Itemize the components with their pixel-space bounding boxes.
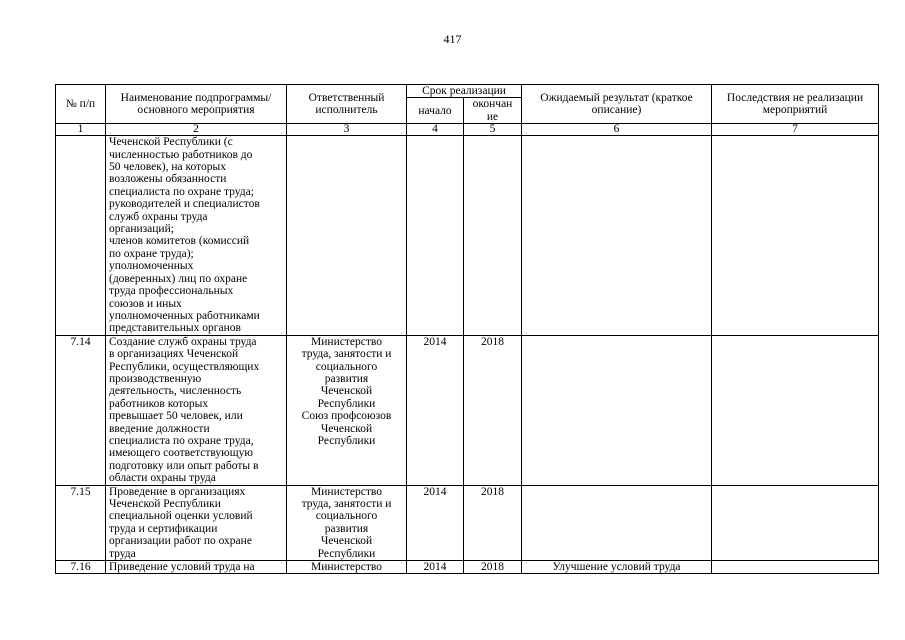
row-start [407, 136, 464, 336]
column-number: 5 [464, 124, 522, 136]
row-number: 7.14 [56, 335, 106, 485]
header-consequences: Последствия не реализации мероприятий [712, 85, 879, 124]
column-number: 4 [407, 124, 464, 136]
row-name: Проведение в организациях Чеченской Республики специальной оценки условий труда и сертификации организации работ по охране труда [106, 485, 287, 560]
header-period: Срок реализации [407, 85, 522, 98]
row-consequences [712, 561, 879, 574]
row-end: 2018 [464, 561, 522, 574]
header-num: № п/п [56, 85, 106, 124]
table-row [56, 335, 879, 485]
row-end [464, 136, 522, 336]
header-name: Наименование подпрограммы/ основного мероприятия [106, 85, 287, 124]
page-number: 417 [443, 32, 462, 46]
row-result [522, 335, 712, 485]
row-end: 2018 [464, 485, 522, 560]
row-number: 7.15 [56, 485, 106, 560]
header-executor: Ответственный исполнитель [287, 85, 407, 124]
row-name: Создание служб охраны труда в организациях Чеченской Республики, осуществляющих производственную деятельность, численность работников которых превышает 50 человек, или введение должности специалиста по охране труда, имеющего соответствующую подготовку или опыт работы в области охраны труда [106, 335, 287, 485]
table-row [56, 561, 879, 574]
row-name: Чеченской Республики (с численностью работников до 50 человек), на которых возложены обязанности специалиста по охране труда; руководителей и специалистов служб охраны труда организаций; членов комитетов (комиссий по охране труда); уполномоченных (доверенных) лиц по охране труда профессиональных союзов и иных уполномоченных работниками представительных органов [106, 136, 287, 336]
column-number: 7 [712, 124, 879, 136]
header-end: окончан ие [464, 98, 522, 124]
row-consequences [712, 136, 879, 336]
table-row [56, 136, 879, 336]
table-header [56, 85, 879, 136]
row-result: Улучшение условий труда [522, 561, 712, 574]
table-row [56, 485, 879, 560]
program-table [55, 84, 879, 574]
row-executor: Министерство [287, 561, 407, 574]
column-number: 6 [522, 124, 712, 136]
header-start: начало [407, 98, 464, 124]
row-executor: Министерство труда, занятости и социального развития Чеченской Республики [287, 485, 407, 560]
row-number [56, 136, 106, 336]
row-executor [287, 136, 407, 336]
row-result [522, 485, 712, 560]
row-start: 2014 [407, 485, 464, 560]
column-number-row [56, 124, 879, 136]
row-consequences [712, 335, 879, 485]
row-start: 2014 [407, 561, 464, 574]
header-result: Ожидаемый результат (краткое описание) [522, 85, 712, 124]
row-result [522, 136, 712, 336]
column-number: 1 [56, 124, 106, 136]
row-name: Приведение условий труда на [106, 561, 287, 574]
column-number: 2 [106, 124, 287, 136]
row-consequences [712, 485, 879, 560]
row-start: 2014 [407, 335, 464, 485]
column-number: 3 [287, 124, 407, 136]
row-number: 7.16 [56, 561, 106, 574]
row-executor: Министерство труда, занятости и социального развития Чеченской Республики Союз профсоюзов Чеченской Республики [287, 335, 407, 485]
row-end: 2018 [464, 335, 522, 485]
